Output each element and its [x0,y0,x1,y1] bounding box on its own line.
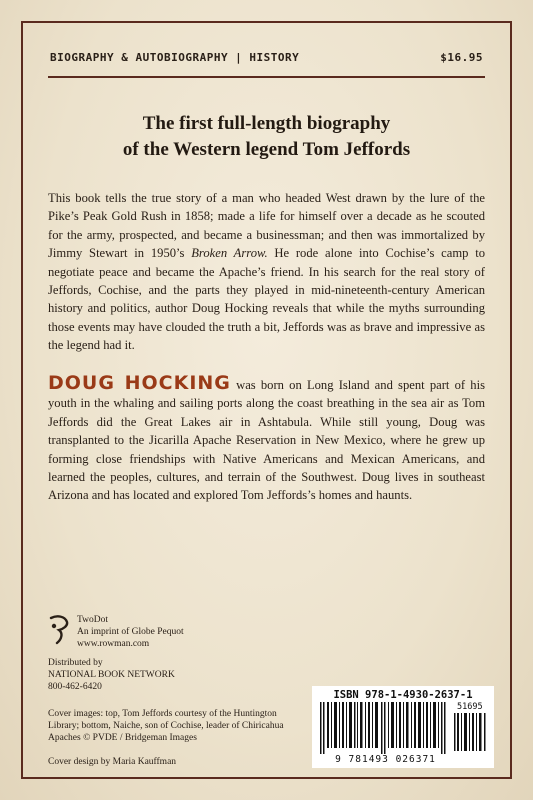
distribution-label: Distributed by [48,658,103,668]
barcode [312,686,494,768]
top-divider [48,76,485,78]
distribution-network: NATIONAL BOOK NETWORK [48,670,175,680]
author-bio [48,374,485,505]
barcode-digits: 9 781493 026371 [335,754,436,765]
isbn-label: ISBN 978-1-4930-2637-1 [333,689,473,701]
publisher-imprint [77,614,277,650]
author-bio-text: was born on Long Island and spent part of his youth in the whaling and sailing ports along the coast breathing in the sea air as Tom Jeffords did the Great Lakes air in Ashtabula. While still young, Doug was transplanted to the Jicarilla Apache Reservation in New Mexico, where he grew up forming close friendships with Native Americans and Mexican Americans, and learned the peoples, cultures, and terrain of the Southwest. Doug lives in southeast Arizona and has located and explored Tom Jeffords’s homes and haunts. [48,378,485,503]
design-credit: Cover design by Maria Kauffman [48,757,177,767]
description-text-1: This book tells the true story of a man who headed West drawn by the lure of the Pike’s Peak Gold Rush in 1858; made a life for himself over a decade as he scouted for the army, prospected, and became a businessman; and then was immortalized by Jimmy Stewart in 1950’s [48,191,485,261]
price-code: 51695 [457,702,483,712]
category-label: BIOGRAPHY & AUTOBIOGRAPHY | HISTORY [50,50,300,64]
twodot-logo-icon [48,614,70,646]
price-label: $16.95 [440,50,483,64]
description-paragraph [48,189,485,355]
distribution-info [48,657,278,693]
addon-barcode-bars [454,713,488,751]
film-title: Broken Arrow. [191,246,268,261]
distribution-phone: 800-462-6420 [48,682,102,692]
barcode-bars [320,702,450,754]
top-bar [50,48,483,66]
publisher-name: TwoDot [77,615,109,625]
headline [60,111,473,163]
headline-line-1: The first full-length biography [142,113,391,134]
author-name: DOUG HOCKING [48,372,231,394]
description-text-2: He rode alone into Cochise’s camp to negotiate peace and became the Apache’s friend. In his search for the real story of Jeffords, Cochise, and the parts they played in mid-nineteenth-century American history and politics, author Doug Hocking reveals that while the myths surrounding those events may have clouded the truth a bit, Jeffords was as brave and impressive as the legend had it. [48,246,485,353]
publisher-imprint-line: An imprint of Globe Pequot [77,627,184,637]
publisher-url: www.rowman.com [77,639,150,649]
headline-line-2: of the Western legend Tom Jeffords [122,139,411,160]
image-credits: Cover images: top, Tom Jeffords courtesy of the Huntington Library; bottom, Naiche, son of Cochise, leader of Chiricahua Apaches © PVDE / Bridgeman Images [48,709,284,743]
